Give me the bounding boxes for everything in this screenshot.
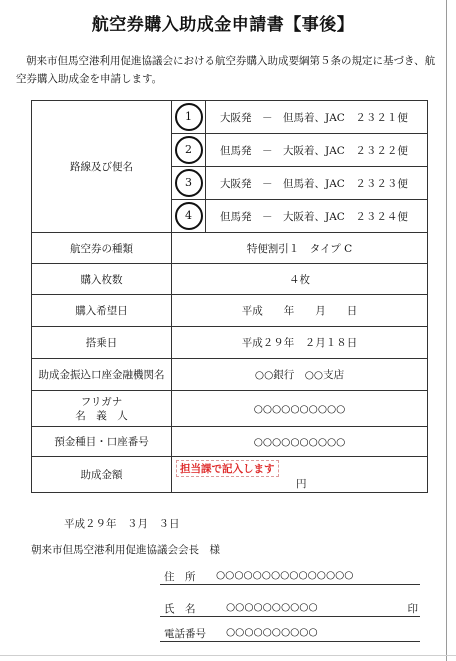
ticket-type-label: 航空券の種類: [32, 233, 172, 264]
account-label: 預金種目・口座番号: [32, 427, 172, 457]
flight-number-circle: 4: [175, 202, 203, 230]
bank-row: [32, 359, 428, 391]
furigana-label: フリガナ: [80, 395, 123, 408]
amount-row: [32, 457, 428, 493]
flight-3[interactable]: 大阪発 － 但馬着、JAC ２３２３便: [206, 167, 428, 200]
page-edge-line: [446, 0, 447, 661]
application-form-table: [31, 100, 428, 493]
purchase-date-row: [32, 295, 428, 327]
name-label: 氏 名: [164, 603, 196, 615]
address-line[interactable]: [160, 568, 420, 585]
addressee: 朝来市但馬空港利用促進協議会会長 様: [31, 544, 220, 556]
ticket-type-row: [32, 233, 428, 264]
flight-number-circle: 2: [175, 136, 203, 164]
page-bottom-line: [0, 655, 456, 656]
boarding-date-row: [32, 327, 428, 359]
purchase-date-label: 購入希望日: [32, 295, 172, 327]
application-date: 平成２９年 ３月 ３日: [64, 518, 180, 530]
bank-label: 助成金振込口座金融機関名: [32, 359, 172, 391]
document-title: 航空券購入助成金申請書【事後】: [91, 15, 355, 35]
holder-value[interactable]: ○○○○○○○○○○: [172, 391, 428, 427]
seal-mark: 印: [407, 603, 418, 615]
phone-line[interactable]: [160, 625, 420, 642]
route-label: 路線及び便名: [32, 101, 172, 233]
address-label: 住 所: [164, 571, 196, 583]
flight-1[interactable]: 大阪発 － 但馬着、JAC ２３２１便: [206, 101, 428, 134]
account-holder-row: [32, 391, 428, 427]
count-label: 購入枚数: [32, 264, 172, 295]
address-value: ○○○○○○○○○○○○○○○: [216, 569, 354, 581]
count-value[interactable]: ４枚: [172, 264, 428, 295]
bank-value[interactable]: ○○銀行 ○○支店: [172, 359, 428, 391]
account-holder-label-cell: [32, 391, 172, 427]
phone-label: 電話番号: [164, 628, 206, 640]
ticket-type-value[interactable]: 特便割引１ タイプ C: [172, 233, 428, 264]
account-value[interactable]: ○○○○○○○○○○: [172, 427, 428, 457]
flight-number-circle: 3: [175, 169, 203, 197]
count-row: [32, 264, 428, 295]
flight-number-circle: 1: [175, 103, 203, 131]
flight-2[interactable]: 但馬発 － 大阪着、JAC ２３２２便: [206, 134, 428, 167]
flight-number-cell: [172, 167, 206, 200]
holder-label: 名 義 人: [75, 409, 128, 422]
name-line[interactable]: [160, 600, 420, 617]
flight-4[interactable]: 但馬発 － 大阪着、JAC ２３２４便: [206, 200, 428, 233]
phone-value: ○○○○○○○○○○: [226, 626, 318, 638]
name-value: ○○○○○○○○○○: [226, 601, 318, 613]
account-number-row: [32, 427, 428, 457]
boarding-date-label: 搭乗日: [32, 327, 172, 359]
flight-number-cell: [172, 101, 206, 134]
yen-unit: 円: [296, 478, 307, 490]
purchase-date-value[interactable]: 平成 年 月 日: [172, 295, 428, 327]
intro-paragraph: [16, 52, 440, 88]
staff-only-note: 担当課で記入します: [176, 460, 279, 477]
boarding-date-value[interactable]: 平成２９年 ２月１８日: [172, 327, 428, 359]
amount-label: 助成金額: [32, 457, 172, 493]
intro-text: 朝来市但馬空港利用促進協議会における航空券購入助成要綱第５条の規定に基づき、航空券購入助成金を申請します。: [16, 55, 436, 85]
flight-number-cell: [172, 200, 206, 233]
route-row-1: [32, 101, 428, 134]
amount-cell[interactable]: [172, 457, 428, 493]
flight-number-cell: [172, 134, 206, 167]
